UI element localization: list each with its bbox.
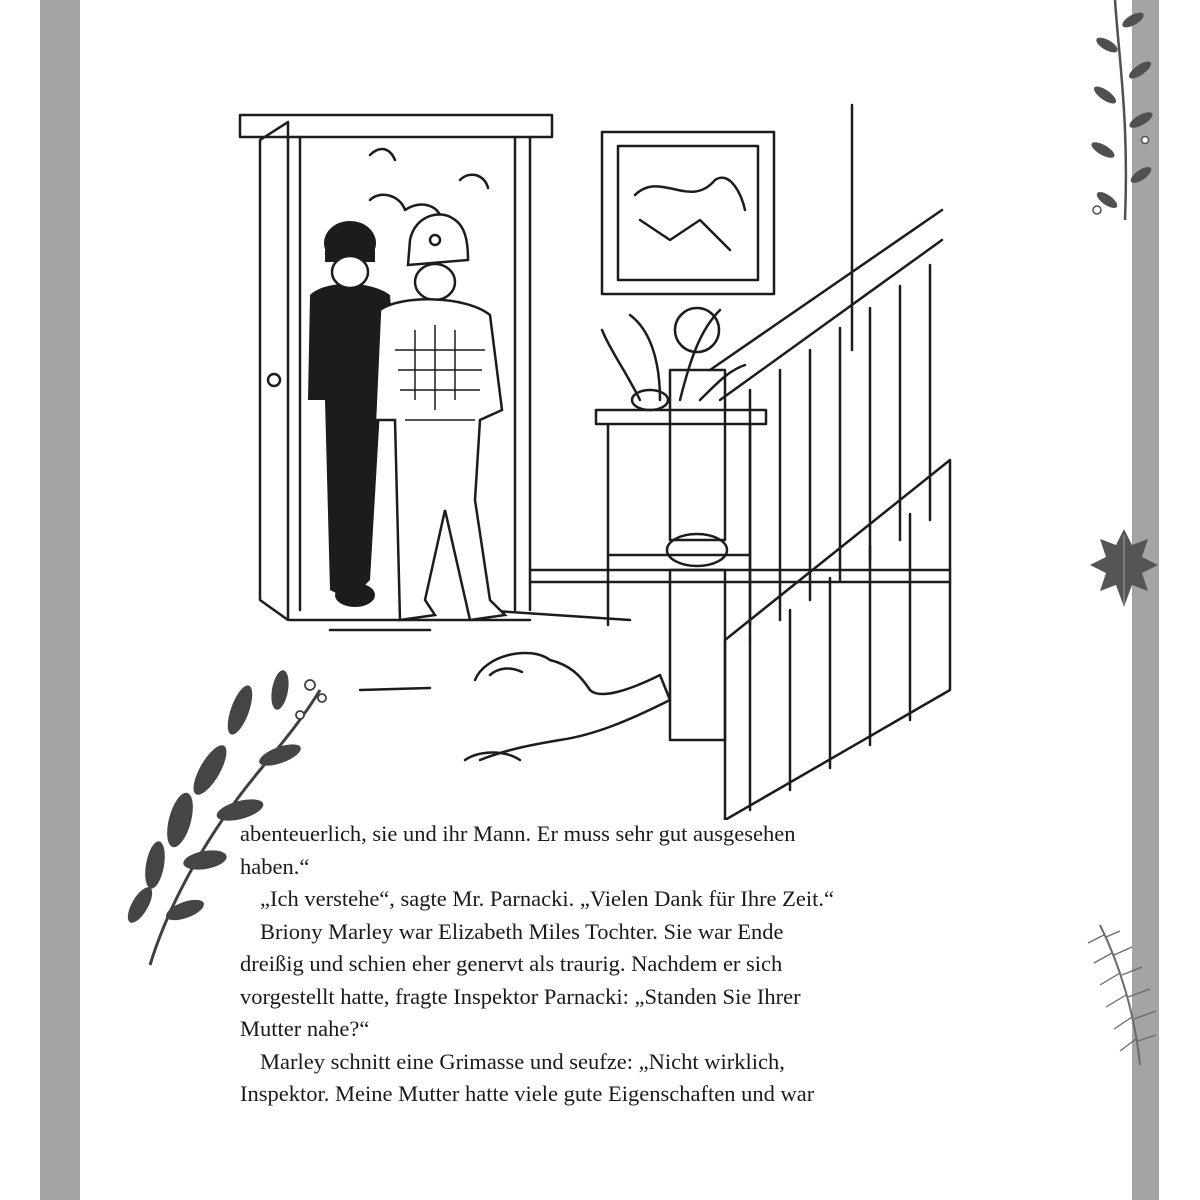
- text-line-8: Marley schnitt eine Grimasse und seufze: „Nicht wirklich,: [260, 1048, 785, 1074]
- police-entering-scene-illustration: [230, 100, 960, 820]
- text-line-9: Inspektor. Meine Mutter hatte viele gute Eigenschaften und war: [240, 1081, 815, 1106]
- fir-branch-icon: [1080, 925, 1160, 1065]
- text-line-1: abenteuerlich, sie und ihr Mann. Er muss sehr gut ausgesehen: [240, 821, 796, 846]
- text-line-6: vorgestellt hatte, fragte Inspektor Parnacki: „Standen Sie Ihrer: [240, 983, 801, 1009]
- text-line-4: Briony Marley war Elizabeth Miles Tochter. Sie war Ende: [260, 918, 784, 944]
- story-text: [240, 818, 960, 1111]
- holly-leaf-icon: [1088, 525, 1160, 615]
- left-gray-band: [40, 0, 80, 1200]
- text-line-5: dreißig und schien eher genervt als traurig. Nachdem er sich: [240, 951, 783, 976]
- text-line-2: haben.“: [240, 853, 310, 879]
- text-line-3: „Ich verstehe“, sagte Mr. Parnacki. „Vielen Dank für Ihre Zeit.“: [260, 886, 835, 911]
- text-line-7: Mutter nahe?“: [240, 1016, 370, 1041]
- mistletoe-sprig-icon: [1085, 0, 1165, 230]
